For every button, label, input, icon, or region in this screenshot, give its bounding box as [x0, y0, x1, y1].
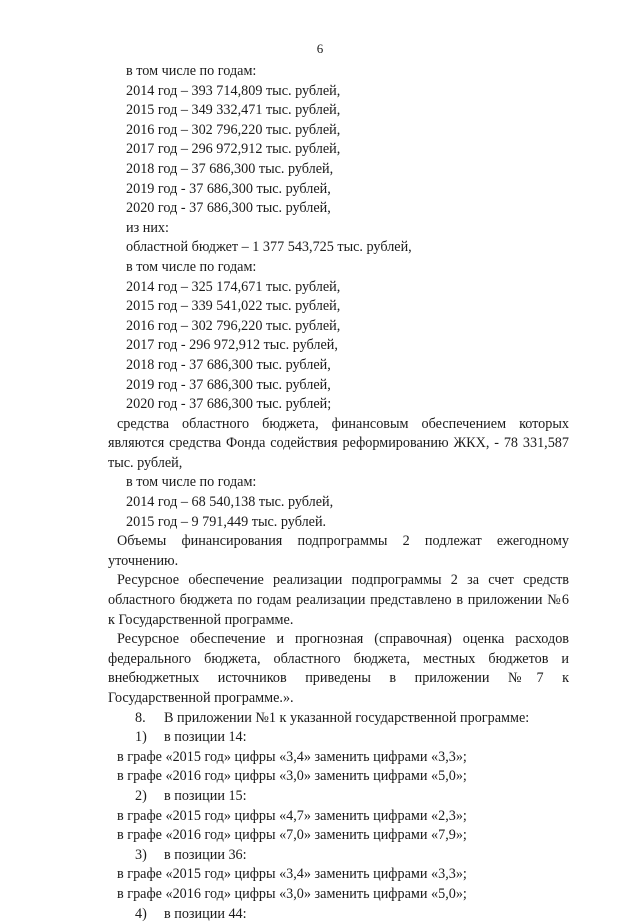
block1-year-2020: 2020 год - 37 686,300 тыс. рублей, [126, 200, 331, 217]
subitem-2-number: 2) [135, 787, 147, 804]
subitem-1-line-1: в графе «2015 год» цифры «3,4» заменить цифрами «3,3»; [117, 748, 467, 765]
subitem-4-number: 4) [135, 905, 147, 922]
subitem-2-line-2: в графе «2016 год» цифры «7,0» заменить цифрами «7,9»; [117, 827, 467, 844]
block2-year-2016: 2016 год – 302 796,220 тыс. рублей, [126, 317, 341, 334]
block1-year-2019: 2019 год - 37 686,300 тыс. рублей, [126, 180, 331, 197]
block1-year-2016: 2016 год – 302 796,220 тыс. рублей, [126, 121, 341, 138]
block2-year-2017: 2017 год - 296 972,912 тыс. рублей, [126, 337, 338, 354]
block2-year-2014: 2014 год – 325 174,671 тыс. рублей, [126, 278, 341, 295]
block1-from-them: из них: [126, 219, 169, 236]
block1-regional-budget: областной бюджет – 1 377 543,725 тыс. рублей, [126, 239, 412, 256]
subitem-3 [117, 846, 569, 866]
block3-year-2015: 2015 год – 9 791,449 тыс. рублей. [126, 513, 327, 530]
block2-year-2018: 2018 год - 37 686,300 тыс. рублей, [126, 356, 331, 373]
block2-year-2019: 2019 год - 37 686,300 тыс. рублей, [126, 376, 331, 393]
subitem-3-line-1: в графе «2015 год» цифры «3,4» заменить цифрами «3,3»; [117, 866, 467, 883]
page-number: 6 [316, 41, 324, 56]
block2-heading: в том числе по годам: [126, 258, 257, 275]
subitem-3-number: 3) [135, 846, 147, 863]
item-8 [117, 709, 569, 729]
subitem-4-text: в позиции 44: [164, 905, 247, 922]
block2-year-2020: 2020 год - 37 686,300 тыс. рублей; [126, 396, 332, 413]
subitem-2-text: в позиции 15: [164, 787, 247, 804]
subitem-1-number: 1) [135, 729, 147, 746]
resource-provision-paragraph: Ресурсное обеспечение реализации подпрограммы 2 за счет средств областного бюджета по годам реализации представлено в приложении №6 к Государственной программе. [108, 572, 569, 628]
subitem-2-line-1: в графе «2015 год» цифры «4,7» заменить цифрами «2,3»; [117, 807, 467, 824]
document-body [108, 62, 569, 924]
block1-year-2015: 2015 год – 349 332,471 тыс. рублей, [126, 102, 341, 119]
subitem-2 [117, 787, 569, 807]
block3-heading: в том числе по годам: [126, 474, 257, 491]
financing-note-paragraph: Объемы финансирования подпрограммы 2 подлежат ежегодному уточнению. [108, 533, 569, 569]
item-8-number: 8. [135, 709, 146, 726]
subitem-1-line-2: в графе «2016 год» цифры «3,0» заменить цифрами «5,0»; [117, 768, 467, 785]
block3-year-2014: 2014 год – 68 540,138 тыс. рублей, [126, 494, 334, 511]
subitem-4 [117, 905, 569, 924]
fund-paragraph: средства областного бюджета, финансовым обеспечением которых являются средства Фонда содействия реформированию ЖКХ, - 78 331,587 тыс. рублей, [108, 415, 569, 471]
block1-year-2017: 2017 год – 296 972,912 тыс. рублей, [126, 141, 341, 158]
subitem-3-text: в позиции 36: [164, 846, 247, 863]
block1-year-2014: 2014 год – 393 714,809 тыс. рублей, [126, 82, 341, 99]
subitem-3-line-2: в графе «2016 год» цифры «3,0» заменить цифрами «5,0»; [117, 885, 467, 902]
block2-year-2015: 2015 год – 339 541,022 тыс. рублей, [126, 298, 341, 315]
block1-heading: в том числе по годам: [126, 63, 257, 79]
block1-year-2018: 2018 год – 37 686,300 тыс. рублей, [126, 160, 334, 177]
subitem-1-text: в позиции 14: [164, 729, 247, 746]
resource-forecast-paragraph: Ресурсное обеспечение и прогнозная (справочная) оценка расходов федерального бюджета, областного бюджета, местных бюджетов и внебюджетных источников приведены в приложении №7 к Государственной программе.». [108, 631, 569, 706]
item-8-text: В приложении №1 к указанной государственной программе: [164, 709, 530, 726]
subitem-1 [117, 728, 569, 748]
